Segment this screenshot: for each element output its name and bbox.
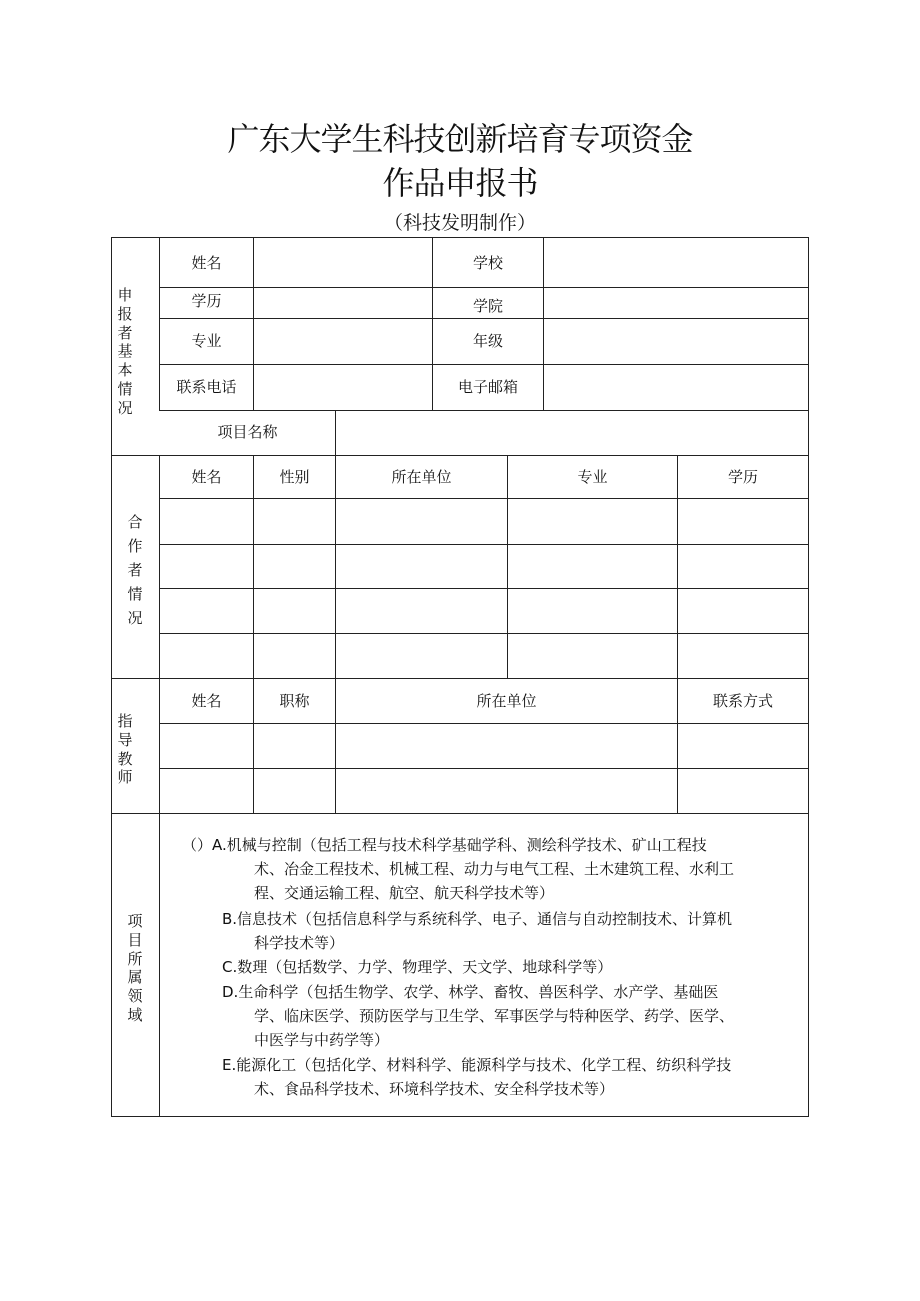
partners-section-label: 合作者情况 <box>127 513 143 627</box>
field-option-d-line1[interactable]: D.生命科学（包括生物学、农学、林学、畜牧、兽医科学、水产学、基础医 <box>222 983 719 1001</box>
advisor-row-1[interactable] <box>160 724 808 768</box>
applicant-section-label: 申报者基本情况 <box>117 286 133 417</box>
applicant-email-field[interactable] <box>544 365 808 410</box>
fields-section-label: 项目所属领域 <box>127 912 143 1024</box>
partner-row-2[interactable] <box>160 545 808 588</box>
applicant-phone-label: 联系电话 <box>176 378 237 396</box>
applicant-school-label: 学校 <box>472 254 503 272</box>
partners-header-unit: 所在单位 <box>391 468 452 486</box>
field-option-e-line1[interactable]: E.能源化工（包括化学、材料科学、能源科学与技术、化学工程、纺织科学技 <box>222 1056 732 1074</box>
field-option-b-line1[interactable]: B.信息技术（包括信息科学与系统科学、电子、通信与自动控制技术、计算机 <box>222 910 733 928</box>
field-option-a-line1[interactable]: （）A.机械与控制（包括工程与技术科学基础学科、测绘科学技术、矿山工程技 <box>182 836 707 854</box>
applicant-grade-field[interactable] <box>544 319 808 364</box>
applicant-major-label: 专业 <box>191 332 222 350</box>
partner-row-3[interactable] <box>160 589 808 633</box>
partners-header-gender: 性别 <box>279 468 310 486</box>
project-name-field[interactable] <box>336 411 808 455</box>
field-option-a-line3: 程、交通运输工程、航空、航天科学技术等） <box>254 884 555 902</box>
partners-header-name: 姓名 <box>191 468 222 486</box>
applicant-name-label: 姓名 <box>191 254 222 272</box>
applicant-college-label: 学院 <box>472 297 503 315</box>
applicant-school-field[interactable] <box>544 238 808 287</box>
field-option-d-line2: 学、临床医学、预防医学与卫生学、军事医学与特种医学、药学、医学、 <box>254 1007 735 1025</box>
form-title-line2: 作品申报书 <box>382 164 538 202</box>
applicant-major-field[interactable] <box>254 319 432 364</box>
applicant-grade-label: 年级 <box>472 332 503 350</box>
project-name-label: 项目名称 <box>217 423 278 441</box>
field-option-b-line2: 科学技术等） <box>254 934 345 952</box>
advisors-header-unit: 所在单位 <box>476 692 537 710</box>
applicant-name-field[interactable] <box>254 238 432 287</box>
advisors-section-label: 指导教师 <box>117 712 133 787</box>
advisor-row-2[interactable] <box>160 769 808 813</box>
applicant-education-label: 学历 <box>191 292 222 310</box>
form-title-line1: 广东大学生科技创新培育专项资金 <box>227 120 693 158</box>
applicant-phone-field[interactable] <box>254 365 432 410</box>
field-option-c-line1[interactable]: C.数理（包括数学、力学、物理学、天文学、地球科学等） <box>222 958 613 976</box>
partner-row-1[interactable] <box>160 499 808 544</box>
field-option-d-line3: 中医学与中药学等） <box>254 1031 390 1049</box>
field-option-a-line2: 术、冶金工程技术、机械工程、动力与电气工程、土木建筑工程、水利工 <box>254 860 735 878</box>
advisors-header-title: 职称 <box>279 692 310 710</box>
partner-row-4[interactable] <box>160 634 808 678</box>
advisors-header-name: 姓名 <box>191 692 222 710</box>
partners-header-education: 学历 <box>727 468 758 486</box>
field-option-e-line2: 术、食品科学技术、环境科学技术、安全科学技术等） <box>254 1080 615 1098</box>
form-category: （科技发明制作） <box>383 212 536 234</box>
advisors-header-contact: 联系方式 <box>712 692 773 710</box>
applicant-education-field[interactable] <box>254 288 432 318</box>
applicant-college-field[interactable] <box>544 288 808 318</box>
applicant-email-label: 电子邮箱 <box>457 378 518 396</box>
partners-header-major: 专业 <box>577 468 608 486</box>
